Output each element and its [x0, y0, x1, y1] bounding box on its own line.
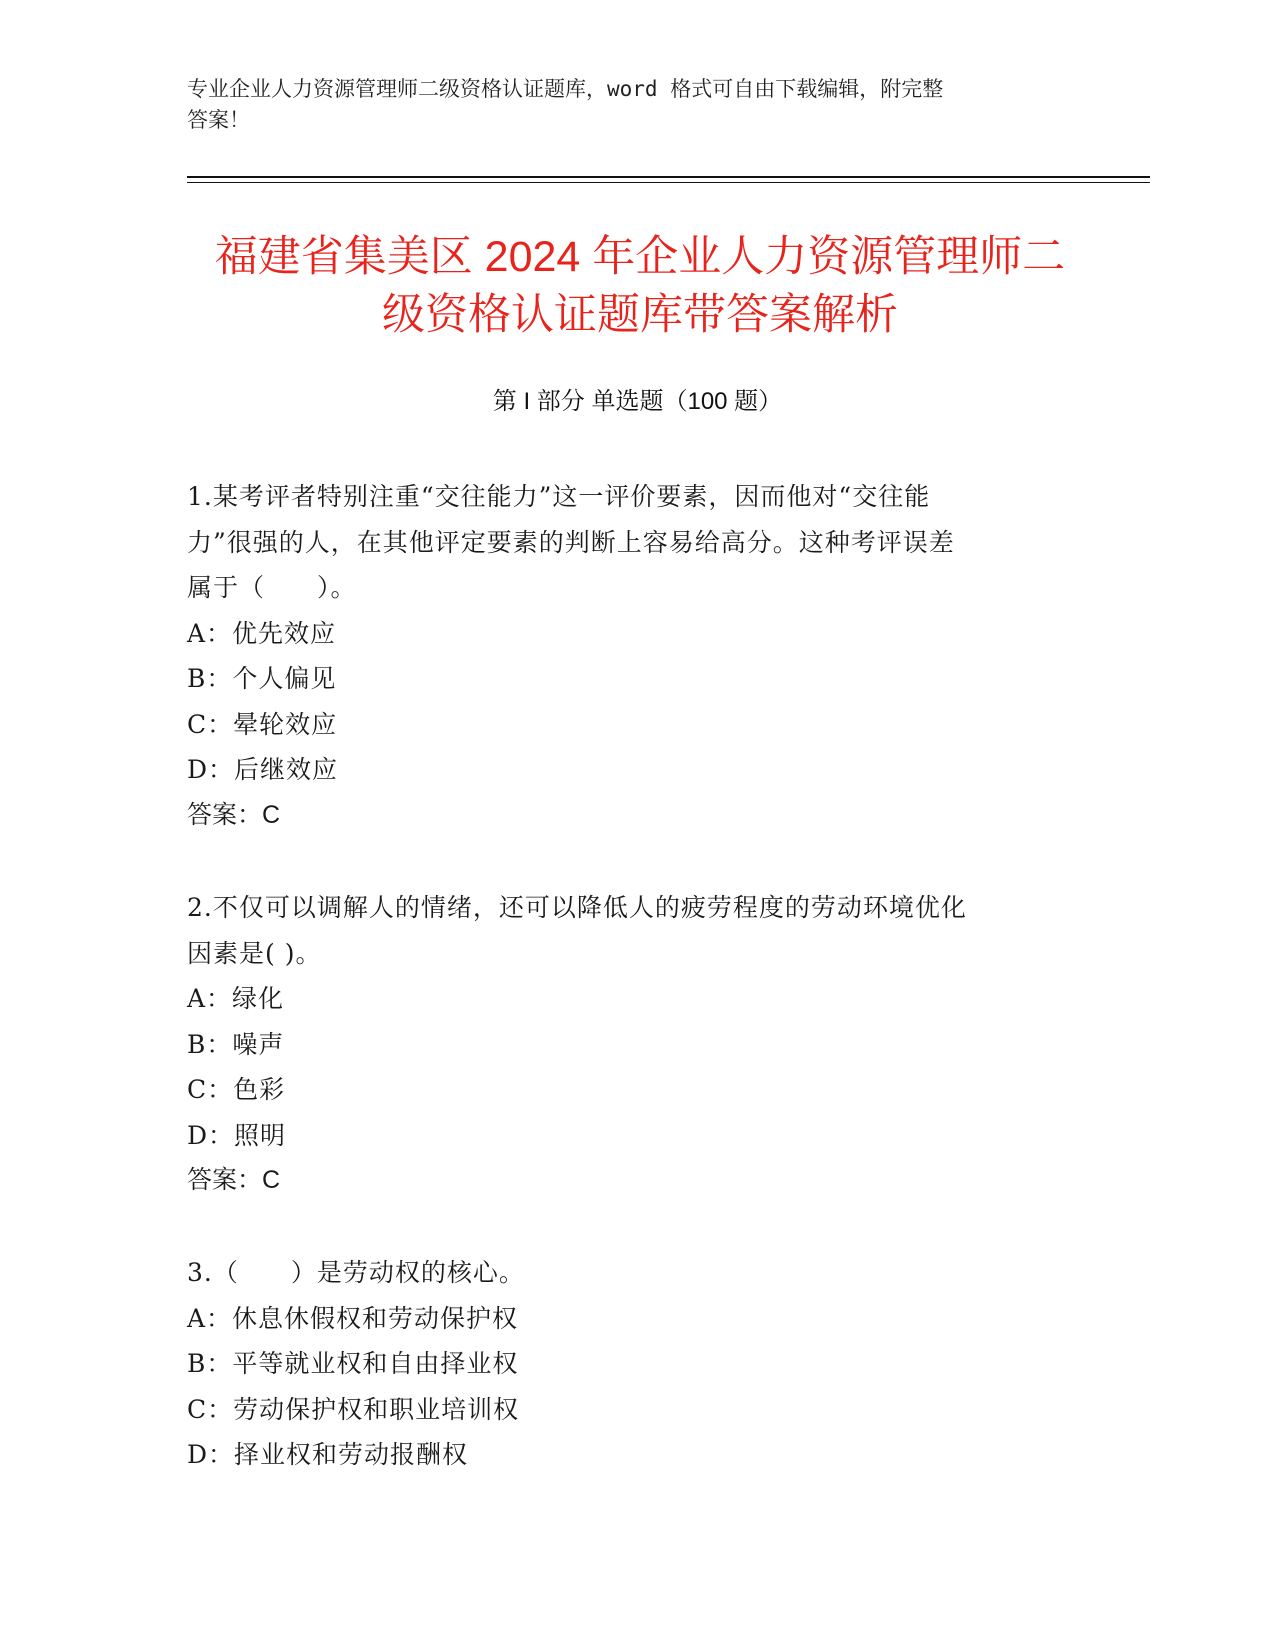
option-a: A：绿化: [187, 984, 285, 1013]
option-a: A：优先效应: [187, 618, 337, 648]
header-divider-thin: [187, 182, 1150, 183]
option-c: C：劳动保护权和职业培训权: [187, 1394, 520, 1424]
option-d: D：择业权和劳动报酬权: [187, 1440, 469, 1469]
option-d: D：照明: [187, 1120, 287, 1150]
option-c: C：晕轮效应: [187, 709, 338, 739]
header-note-line-1: 专业企业人力资源管理师二级资格认证题库，word 格式可自由下载编辑，附完整: [187, 77, 944, 101]
question-3: [187, 1250, 1067, 1478]
question-stem-line: 属于（ ）。: [187, 573, 357, 602]
document-title-line-2: 级资格认证题库带答案解析: [382, 291, 898, 339]
option-b: B：个人偏见: [187, 664, 337, 693]
document-title: [180, 228, 1100, 344]
question-stem-line: 3.（ ）是劳动权的核心。: [187, 1258, 525, 1287]
option-c: C：色彩: [187, 1075, 286, 1104]
option-d: D：后继效应: [187, 755, 339, 784]
header-note: [187, 74, 1087, 136]
answer: 答案：C: [187, 1166, 281, 1194]
header-divider-thick: [187, 176, 1150, 178]
section-title: 第 I 部分 单选题（100 题）: [492, 388, 783, 415]
question-1: [187, 474, 1067, 838]
question-stem-line: 力”很强的人，在其他评定要素的判断上容易给高分。这种考评误差: [187, 527, 955, 557]
question-stem-line: 2.不仅可以调解人的情绪，还可以降低人的疲劳程度的劳动环境优化: [187, 893, 967, 922]
answer: 答案：C: [187, 800, 281, 829]
option-b: B：噪声: [187, 1029, 285, 1059]
option-a: A：休息休假权和劳动保护权: [187, 1303, 519, 1333]
question-stem-line: 1.某考评者特别注重“交往能力”这一评价要素，因而他对“交往能: [187, 482, 931, 511]
question-2: [187, 885, 1067, 1204]
option-b: B：平等就业权和自由择业权: [187, 1349, 519, 1378]
header-note-line-2: 答案！: [187, 108, 250, 132]
document-title-line-1: 福建省集美区 2024 年企业人力资源管理师二: [214, 233, 1066, 281]
question-stem-line: 因素是( )。: [187, 938, 322, 968]
